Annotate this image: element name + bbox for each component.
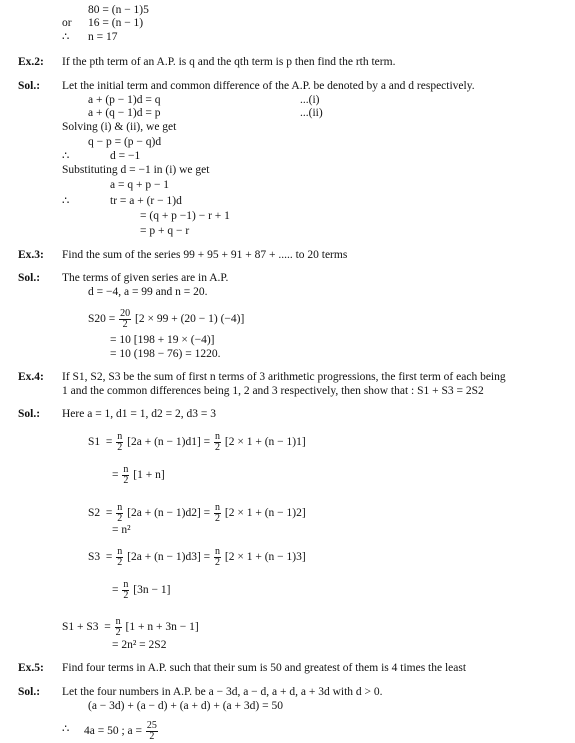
frac-num: n (117, 431, 123, 442)
top-therefore: ∴ (62, 31, 70, 43)
frac-den: 2 (117, 513, 123, 524)
ex3-label: Ex.3: (18, 249, 44, 261)
ex4-S2-frac-a (116, 503, 123, 524)
frac-den: 2 (123, 590, 129, 601)
ex3-s20-rhs: [2 × 99 + (20 − 1) (−4)] (135, 313, 245, 326)
ex2-eq1: a + (p − 1)d = q (88, 94, 161, 106)
ex4-S2-lhs: S2 (88, 507, 101, 520)
frac-num: n (123, 464, 129, 475)
ex4-S3-line2: = $\frac{n}{2}$ [3n − 1] (112, 579, 171, 601)
ex4-S3: S3 = $\frac{n}{2}$ [2a + (n − 1)d3] = $\frac{n}{2}$ [2 × 1 + (n − 1)3] (88, 546, 306, 568)
ex4-S2: S2 = $\frac{n}{2}$ [2a + (n − 1)d2] = $\frac{n}{2}$ [2 × 1 + (n − 1)2] (88, 502, 306, 524)
frac-den: 2 (149, 731, 155, 742)
frac-den: 2 (117, 557, 123, 568)
ex2-eq1-tag: ...(i) (300, 94, 320, 106)
frac-num: n (215, 502, 221, 513)
ex5-result-text: 4a = 50 ; a = (84, 725, 142, 738)
ex4-S1-b: [2 × 1 + (n − 1)1] (224, 436, 306, 449)
ex4-S1-lhs: S1 (88, 436, 101, 449)
ex2-r3: = (q + p −1) − r + 1 (140, 210, 230, 222)
ex2-r2-therefore: ∴ (62, 195, 70, 207)
ex3-sol-label: Sol.: (18, 272, 41, 284)
ex3-s20-line2: = 10 [198 + 19 × (−4)] (110, 334, 215, 346)
ex4-S2-b: [2 × 1 + (n − 1)2] (224, 507, 306, 520)
frac-den: 2 (215, 557, 221, 568)
ex3-s20-frac-den: 2 (122, 319, 128, 330)
ex5-question: Find four terms in A.P. such that their sum is 50 and greatest of them is 4 times the least (62, 662, 467, 674)
ex3-s20-eq: = (108, 313, 116, 326)
ex3-intro: The terms of given series are in A.P. (62, 272, 229, 284)
ex2-label: Ex.2: (18, 56, 44, 68)
frac-num: n (115, 616, 121, 627)
ex5-intro: Let the four numbers in A.P. be a − 3d, a − d, a + d, a + 3d with d > 0. (62, 686, 383, 698)
ex4-S3-l2-text: [3n − 1] (133, 584, 171, 597)
ex2-subst: Substituting d = −1 in (i) we get (62, 164, 210, 176)
frac-num: n (123, 579, 129, 590)
ex4-sum: S1 + S3 = $\frac{n}{2}$ [1 + n + 3n − 1] (62, 616, 199, 638)
ex4-S3-frac-a (116, 547, 123, 568)
ex5-eq: (a − 3d) + (a − d) + (a + d) + (a + 3d) = 50 (88, 700, 283, 712)
ex4-S1-a: [2a + (n − 1)d1] = (127, 436, 211, 449)
ex3-question: Find the sum of the series 99 + 95 + 91 + 87 + ..... to 20 terms (62, 249, 348, 261)
ex2-r2: tr = a + (r − 1)d (110, 195, 182, 207)
frac-den: 2 (215, 513, 221, 524)
frac-den: 2 (215, 442, 221, 453)
top-line-1: 80 = (n − 1)5 (88, 4, 149, 16)
frac-den: 2 (117, 442, 123, 453)
ex3-s20-frac-num: 20 (120, 308, 131, 319)
ex3-s20-lhs: S20 (88, 313, 106, 326)
frac-den: 2 (115, 627, 121, 638)
ex4-S1-l2-frac (122, 465, 129, 486)
ex5-result (84, 721, 159, 742)
ex4-S2-frac-b (214, 503, 221, 524)
frac-num: n (117, 502, 123, 513)
ex4-S1-frac-b (214, 432, 221, 453)
ex4-given: Here a = 1, d1 = 1, d2 = 2, d3 = 3 (62, 408, 217, 420)
ex4-label: Ex.4: (18, 371, 44, 383)
ex2-r1: a = q + p − 1 (110, 179, 170, 191)
ex5-label: Ex.5: (18, 662, 44, 674)
ex3-given: d = −4, a = 99 and n = 20. (88, 286, 208, 298)
ex3-s20-line3: = 10 (198 − 76) = 1220. (110, 348, 221, 360)
ex2-sol-label: Sol.: (18, 80, 41, 92)
ex2-eq2: a + (q − 1)d = p (88, 107, 161, 119)
ex4-S3-l2-frac (122, 580, 129, 601)
ex2-eq2-tag: ...(ii) (300, 107, 323, 119)
ex4-sum-lhs: S1 + S3 (62, 621, 99, 634)
top-line-3: n = 17 (88, 31, 118, 43)
ex4-question-line1: If S1, S2, S3 be the sum of first n terms of 3 arithmetic progressions, the first term of each being (62, 371, 506, 383)
ex2-s2: d = −1 (110, 150, 141, 162)
ex4-S1-line2: = $\frac{n}{2}$ [1 + n] (112, 464, 165, 486)
frac-num: n (215, 546, 221, 557)
ex4-sum-rhs: [1 + n + 3n − 1] (125, 621, 199, 634)
top-line-2: 16 = (n − 1) (88, 17, 144, 29)
ex4-S3-b: [2 × 1 + (n − 1)3] (224, 551, 306, 564)
ex4-S1-l2-text: [1 + n] (133, 469, 165, 482)
ex4-S2-a: [2a + (n − 1)d2] = (127, 507, 211, 520)
ex2-r4: = p + q − r (140, 225, 190, 237)
ex4-S1: S1 = $\frac{n}{2}$ [2a + (n − 1)d1] = $\frac{n}{2}$ [2 × 1 + (n − 1)1] (88, 431, 306, 453)
frac-den: 2 (123, 475, 129, 486)
ex4-sol-label: Sol.: (18, 408, 41, 420)
ex4-sum-line2: = 2n² = 2S2 (112, 639, 167, 651)
frac-num: n (215, 431, 221, 442)
ex4-S3-a: [2a + (n − 1)d3] = (127, 551, 211, 564)
ex4-S2-line2: = n² (112, 524, 131, 536)
ex2-solving: Solving (i) & (ii), we get (62, 121, 177, 133)
top-or: or (62, 17, 72, 29)
ex2-s2-therefore: ∴ (62, 150, 70, 162)
ex2-question: If the pth term of an A.P. is q and the qth term is p then find the rth term. (62, 56, 396, 68)
ex3-s20-frac (119, 309, 131, 330)
ex4-sum-frac (115, 617, 122, 638)
ex4-question-line2: 1 and the common differences being 1, 2 and 3 respectively, then show that : S1 + S3 = 2S2 (62, 385, 484, 397)
ex4-S3-lhs: S3 (88, 551, 101, 564)
ex3-s20 (88, 309, 244, 330)
frac-num: n (117, 546, 123, 557)
ex5-result-therefore: ∴ (62, 723, 70, 735)
frac-num: 25 (146, 720, 157, 731)
ex5-result-frac (146, 721, 158, 742)
ex2-s1: q − p = (p − q)d (88, 136, 162, 148)
ex2-intro: Let the initial term and common difference of the A.P. be denoted by a and d respectively. (62, 80, 475, 92)
ex4-S1-frac-a (116, 432, 123, 453)
ex4-S3-frac-b (214, 547, 221, 568)
ex5-sol-label: Sol.: (18, 686, 41, 698)
